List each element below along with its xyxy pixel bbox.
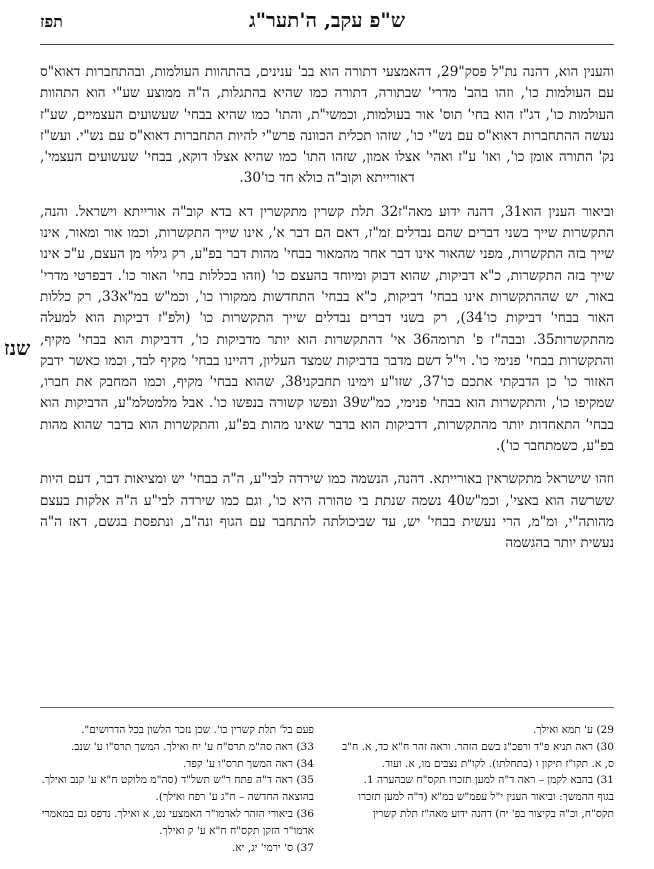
- page-number: תפז: [40, 12, 63, 31]
- footnote: בגוף ההמשך: וביאור הענין י"ל עפמ"ש במ"א (ד"ה למען תזכרו תקס"ח, וכ"ה בקיצור בפ' יח) דהנה ידוע מאה"ז תלת קשרין: [358, 791, 614, 820]
- margin-page-marker: שנז: [4, 336, 31, 360]
- paragraph: וזהו שישראל מתקשראין באורייתא. דהנה, הנשמה כמו שירדה לבי"ע, ה"ה בבחי' יש ומציאות דבר, דעם היות ששרשה הוא באצי', וכמ"ש40 נשמה שנתת בי טהורה היא כו', וגם כמו שירדה לבי"ע ה"ה אלקות בעצם מהותה"י, ומ"מ, הרי נעשית בבחי' יש, עד שביכולתה להתחבר עם הגוף ונה"ב, ונתפסת בגשם, דאז ה"ה נעשית יותר בהגשמה: [40, 471, 614, 552]
- footnote: 31) בהבא לקמן – ראה ד"ה למען תזכרו תקס"ח שבהערה 1.: [363, 774, 614, 787]
- main-text: [40, 62, 614, 555]
- footnote: 36) ביאורי הזהר לאדמו"ר האמצעי נט, א ואילך. נדפס גם במאמרי אדמו"ר הזקן תקס"ח ח"א ע' ק ואילך.: [41, 807, 314, 837]
- running-title: ש"פ עקב, ה'תער"ג: [249, 8, 405, 32]
- footnote: 29) ע' תמא ואילך.: [532, 724, 614, 736]
- footnote: 37) ס' ירמי' יג, יא.: [231, 841, 314, 854]
- paragraph: וביאור הענין הוא31, דהנה ידוע מאה"ז32 תלת קשרין מתקשרין דא בדא קוב"ה אורייתא וישראל. והנה, התקשרות שייך בשני דברים שהם נבדלים זמ"ז, דאם הם דבר א', אינו שייך התקשרות, וכמו אור ומאור, אינו שייך בזה התקשרות, מפני שהאור אינו דבר אחר מהמאור בבחי' מהות דבר בפ"ע, רק גילוי מן העצם, ע"כ אינו שייך בזה התקשרות, כ"א דביקות, שהוא דבוק ומיוחד בהעצם כו' (וזהו בכללות בחי' האור כו'. דבפרטי מדרי' באור, יש שההתקשרות אינו בבחי' דביקות, כ"א בבחי' התחדשות ממקורו כו', וכמ"ש במ"א33, רק כללות האור בבחי' דביקות כו'34), רק בשני דברים נבדלים שייך התקשרות כו' (ולפ"ז דביקות הוא למעלה מהתקשרות35. ובבה"ז פ' תרומה36 אי' דהתקשרות הוא יותר מדביקות כו', דדביקות הוא בבחי' מקיף, והתקשרות בבחי' פנימי כו'. וי"ל דשם מדבר בדביקות שמצד העליון, דהיינו בבחי' מקיף לבד, וכמו כאשר ידבק האזור כו' כן הדבקתי אתכם כו'37, שזו"ע וימינו תחבקני38, שהוא בבחי' מקיף, וכמו המחבק את חברו, שמקיפו כו', והתקשרות הוא בבחי' פנימי, כמ"ש39 ונפשו קשורה בנפשו כו'. אבל מלמטלמ"ע, הדביקות הוא בבחי' התאחדות יותר מהתקשרות, דדביקות הוא בדבר שאינו מהות בפ"ע, והתקשרות הוא בדבר שהוא מהות בפ"ע, כשמתחבר כו').: [40, 203, 615, 455]
- footnote: 33) ראה סה"מ תרס"ח ע' יח ואילך. המשך תרס"ו ע' שנב.: [70, 740, 314, 753]
- paragraph: והענין הוא, דהנה נת"ל פסק"29, דהאמצעי דתורה הוא בב' ענינים, בהתהוות העולמות, ובהתחברות דאוא"ס עם העולמות כו', וזהו בהב' מדרי' שבתורה, דתורה כמו שהיא בהתגלות, ה"ה ממוצע שע"י הוא התהוות העולמות כו', דג"ז הוא בחי' תוס' אור בעולמות, וכמשי"ת, והתו' כמו שהיא בבחי' שעשועים העצמיים, שע"ז נעשה ההתחברות דאוא"ס עם נש"י כו', שזהו תכלית הכוונה פרש"י להיות התחברות דאוא"ס עם נש"י. ועש"ז נק' התורה אומן כו', ואו' ע"ז ואהי' אצלו אמון, שזהו התו' כמו שהיא אצלו דוקא, בבחי' שעשועים העצמי', דאורייתא וקוב"ה כולא חד כו'30.: [40, 64, 614, 187]
- page-header: [40, 4, 614, 45]
- footnote: פעם בל' תלת קשרין כו'. שכן נזכר הלשון בכל הדרושים".: [81, 724, 314, 736]
- footnotes-left-column: [40, 722, 314, 856]
- footnote: 30) ראה תניא פ"ד ורפכ"ג בשם הזהר. וראה זהר ח"א כד, א. ח"ב ס, א. תקו"ז תיקון ו (בתחלתו). לקו"ת נצבים מו, א. ועוד.: [342, 740, 614, 770]
- footnote: 34) ראה המשך תרס"ו ע' קפד.: [182, 757, 314, 770]
- footnotes-right-column: [340, 722, 614, 823]
- footnotes-section: [40, 707, 614, 869]
- footnote: 35) ראה ד"ה פתח ר"ש תשל"ד (סה"מ מלוקט ח"א ע' קנב ואילך. בהוצאה החדשה – ח"ג ע' רפח ואילך).: [41, 774, 314, 804]
